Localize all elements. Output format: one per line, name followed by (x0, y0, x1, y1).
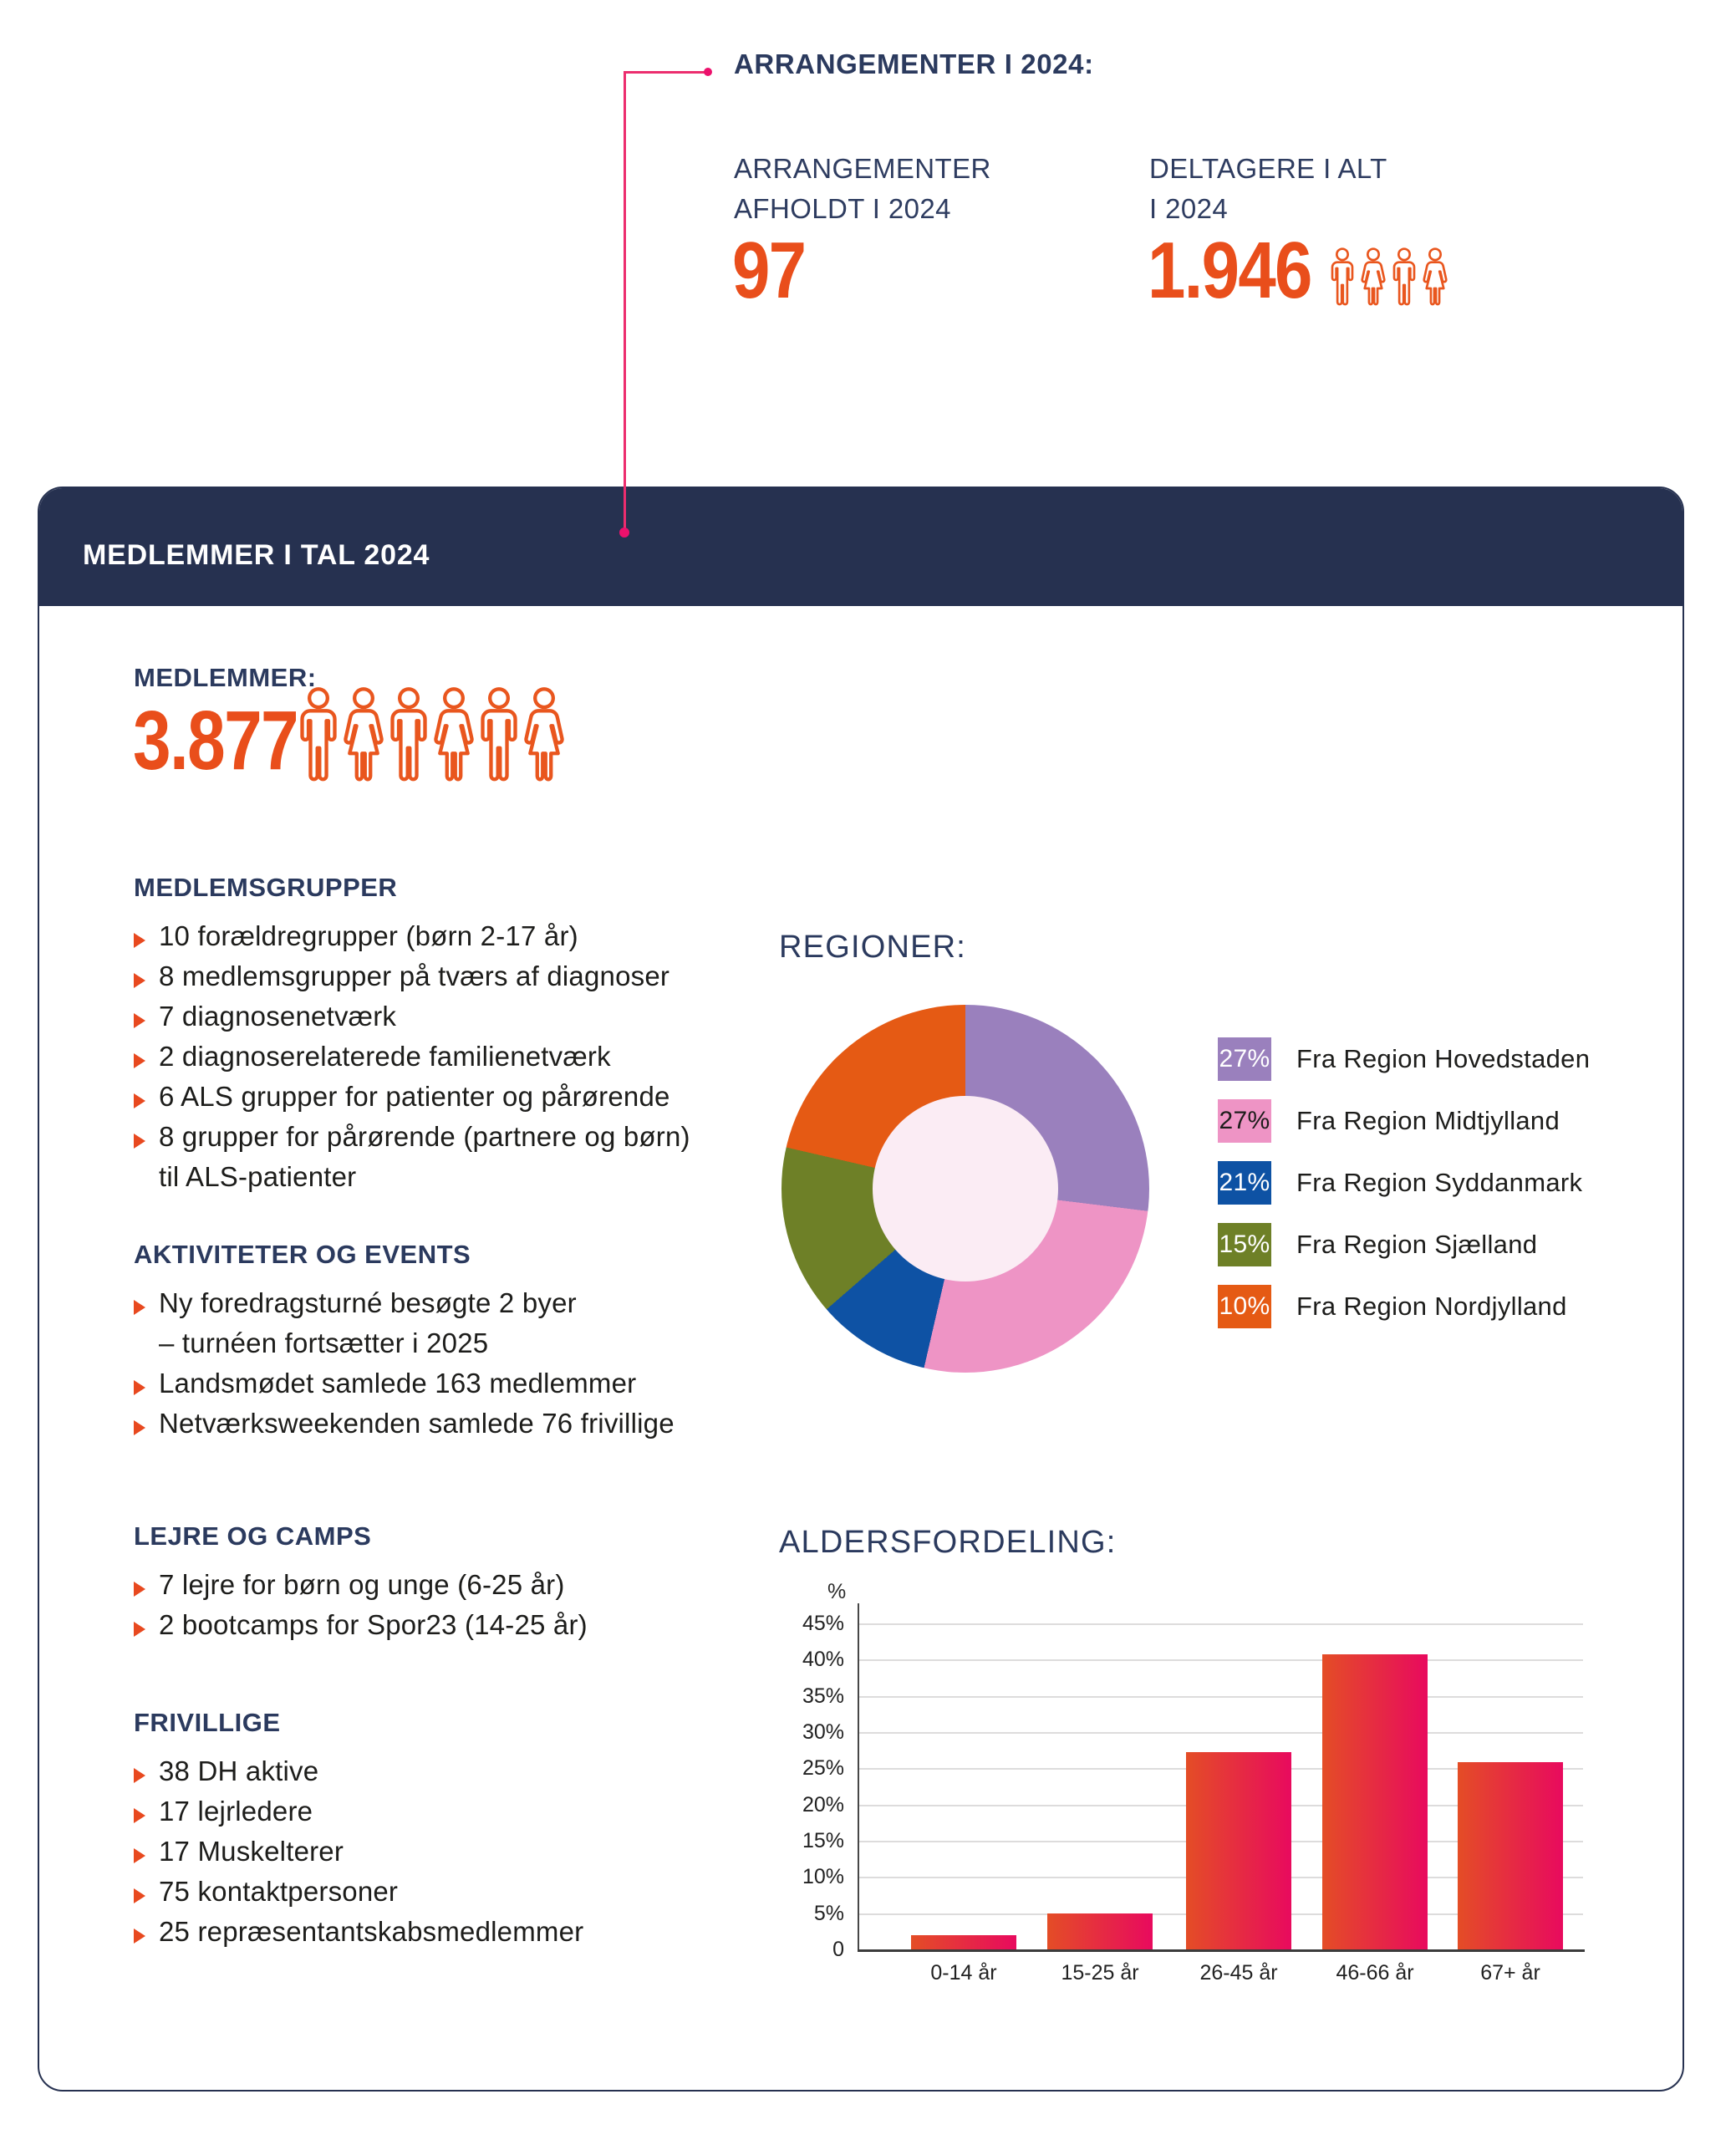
list-item (134, 1001, 786, 1041)
stat-arrangementer-value: 97 (732, 226, 806, 315)
list-item-text: 75 kontaktpersoner (159, 1876, 399, 1907)
bullet-triangle-icon (134, 1420, 145, 1435)
bullet-triangle-icon (134, 1134, 145, 1149)
section-aktiviteter-og-events (134, 1240, 786, 1448)
left-column-sections (134, 873, 786, 1956)
regions-donut-chart (781, 1005, 1149, 1373)
x-tick-label: 15-25 år (1061, 1961, 1139, 1985)
person-woman-icon (1360, 247, 1387, 306)
section-heading: FRIVILLIGE (134, 1708, 281, 1737)
y-tick-label: 40% (802, 1648, 844, 1672)
person-man-icon (297, 687, 340, 782)
list-item (134, 1916, 786, 1956)
legend-row (1218, 1285, 1590, 1328)
legend-label: Fra Region Hovedstaden (1296, 1044, 1591, 1073)
bullet-triangle-icon (134, 933, 145, 948)
list-item (134, 1368, 786, 1408)
legend-label: Fra Region Midtjylland (1296, 1106, 1560, 1135)
connector-dot-end (704, 68, 712, 76)
bullet-triangle-icon (134, 1380, 145, 1395)
person-man-icon (1329, 247, 1356, 306)
legend-percent-box: 27% (1218, 1037, 1271, 1081)
legend-row (1218, 1037, 1590, 1081)
gridline (859, 1696, 1583, 1698)
y-axis-unit-label: % (827, 1580, 847, 1603)
y-tick-label: 10% (802, 1865, 844, 1889)
person-woman-icon (342, 687, 385, 782)
list-item-text: 8 medlemsgrupper på tværs af diagnoser (159, 960, 670, 991)
list-item-text: 10 forældregrupper (børn 2-17 år) (159, 920, 578, 951)
person-woman-icon (522, 687, 566, 782)
bullet-triangle-icon (134, 973, 145, 988)
x-tick-label: 46-66 år (1336, 1961, 1414, 1985)
bullet-triangle-icon (134, 1848, 145, 1863)
person-man-icon (387, 687, 430, 782)
connector-line-horizontal (624, 71, 706, 74)
bullet-triangle-icon (134, 1093, 145, 1108)
list-item-text: Landsmødet samlede 163 medlemmer (159, 1368, 637, 1399)
section-lejre-og-camps (134, 1521, 786, 1649)
y-axis-line (858, 1603, 859, 1949)
list-item (134, 1609, 786, 1649)
bullet-triangle-icon (134, 1053, 145, 1068)
legend-label: Fra Region Syddanmark (1296, 1168, 1583, 1197)
y-tick-label: 20% (802, 1792, 844, 1816)
gridline (859, 1659, 1583, 1661)
members-label: MEDLEMMER: (134, 663, 317, 692)
legend-label: Fra Region Nordjylland (1296, 1292, 1567, 1321)
y-tick-label: 30% (802, 1720, 844, 1744)
regions-legend (1218, 1037, 1590, 1328)
list-item-text: Ny foredragsturné besøgte 2 byer (159, 1287, 577, 1318)
y-tick-label: 5% (813, 1901, 844, 1925)
person-woman-icon (1422, 247, 1448, 306)
x-tick-label: 67+ år (1480, 1961, 1540, 1985)
section-frivillige (134, 1708, 786, 1956)
section-heading: LEJRE OG CAMPS (134, 1521, 372, 1551)
legend-row (1218, 1161, 1590, 1205)
list-item-text: 7 lejre for børn og unge (6-25 år) (159, 1569, 565, 1600)
list-item (134, 1796, 786, 1836)
legend-label: Fra Region Sjælland (1296, 1230, 1538, 1259)
bullet-triangle-icon (134, 1013, 145, 1028)
stat-deltagere-value: 1.946 (1148, 226, 1311, 315)
bar-46-66-år (1322, 1654, 1428, 1949)
legend-percent-box: 10% (1218, 1285, 1271, 1328)
medlemmer-card (38, 487, 1684, 2092)
bar-0-14-år (911, 1935, 1016, 1949)
person-man-icon (477, 687, 521, 782)
gridline (859, 1623, 1583, 1625)
list-item (134, 1121, 786, 1161)
list-item (134, 1081, 786, 1121)
bar-26-45-år (1186, 1752, 1291, 1949)
bullet-triangle-icon (134, 1582, 145, 1597)
regions-title: REGIONER: (779, 930, 967, 965)
bullet-triangle-icon (134, 1300, 145, 1315)
y-tick-label: 0 (832, 1938, 844, 1961)
section-heading: MEDLEMSGRUPPER (134, 873, 398, 902)
x-axis-line (858, 1949, 1585, 1952)
stat-label-line2: I 2024 (1149, 193, 1229, 224)
y-tick-label: 35% (802, 1684, 844, 1708)
list-item-text: 2 bootcamps for Spor23 (14-25 år) (159, 1609, 588, 1640)
legend-row (1218, 1099, 1590, 1143)
stat-label-line2: AFHOLDT I 2024 (734, 193, 951, 224)
person-woman-icon (432, 687, 476, 782)
list-item (134, 1408, 786, 1448)
stat-deltagere-label (1149, 149, 1387, 229)
bullet-triangle-icon (134, 1622, 145, 1637)
list-item-text: 2 diagnoserelaterede familienetværk (159, 1041, 611, 1072)
list-item-text: – turnéen fortsætter i 2025 (159, 1327, 489, 1358)
list-item-text: 6 ALS grupper for patienter og pårørende (159, 1081, 670, 1112)
list-item (134, 1569, 786, 1609)
bullet-triangle-icon (134, 1808, 145, 1823)
list-item-text: 25 repræsentantskabsmedlemmer (159, 1916, 584, 1947)
list-item (134, 1041, 786, 1081)
list-item-text: Netværksweekenden samlede 76 frivillige (159, 1408, 675, 1439)
list-item-text: 7 diagnosenetværk (159, 1001, 397, 1032)
stat-label-line1: DELTAGERE I ALT (1149, 153, 1387, 184)
people-icons-large (297, 687, 566, 782)
x-tick-label: 26-45 år (1199, 1961, 1278, 1985)
list-item-text: 38 DH aktive (159, 1755, 319, 1786)
people-icons-small (1329, 247, 1448, 306)
stat-label-line1: ARRANGEMENTER (734, 153, 991, 184)
card-header-title: MEDLEMMER I TAL 2024 (83, 539, 430, 571)
bullet-triangle-icon (134, 1768, 145, 1783)
list-item-text: til ALS-patienter (159, 1161, 357, 1192)
bar-15-25-år (1047, 1913, 1153, 1949)
legend-percent-box: 15% (1218, 1223, 1271, 1266)
list-item (134, 1287, 786, 1327)
list-item (134, 1161, 786, 1201)
list-item (134, 960, 786, 1001)
legend-row (1218, 1223, 1590, 1266)
connector-dot-bottom (619, 527, 629, 538)
y-tick-label: 25% (802, 1756, 844, 1781)
list-item (134, 1755, 786, 1796)
age-distribution-bar-chart (779, 1578, 1615, 2013)
list-item-text: 17 Muskelterer (159, 1836, 344, 1867)
list-item (134, 920, 786, 960)
list-item (134, 1836, 786, 1876)
list-item-text: 17 lejrledere (159, 1796, 313, 1827)
list-item (134, 1876, 786, 1916)
members-value: 3.877 (133, 694, 298, 787)
connector-line-vertical (624, 71, 626, 532)
age-distribution-title: ALDERSFORDELING: (779, 1525, 1117, 1560)
legend-percent-box: 21% (1218, 1161, 1271, 1205)
bullet-triangle-icon (134, 1929, 145, 1944)
section-medlemsgrupper (134, 873, 786, 1201)
x-tick-label: 0-14 år (930, 1961, 997, 1985)
section-heading: AKTIVITETER OG EVENTS (134, 1240, 471, 1269)
gridline (859, 1732, 1583, 1734)
list-item-text: 8 grupper for pårørende (partnere og børn) (159, 1121, 690, 1152)
stat-arrangementer-label (734, 149, 991, 229)
legend-percent-box: 27% (1218, 1099, 1271, 1143)
bullet-triangle-icon (134, 1888, 145, 1903)
y-tick-label: 45% (802, 1612, 844, 1635)
person-man-icon (1391, 247, 1418, 306)
y-tick-label: 15% (802, 1829, 844, 1852)
bar-67+-år (1458, 1762, 1563, 1949)
list-item (134, 1327, 786, 1368)
arrangementer-2024-title: ARRANGEMENTER I 2024: (734, 48, 1094, 79)
